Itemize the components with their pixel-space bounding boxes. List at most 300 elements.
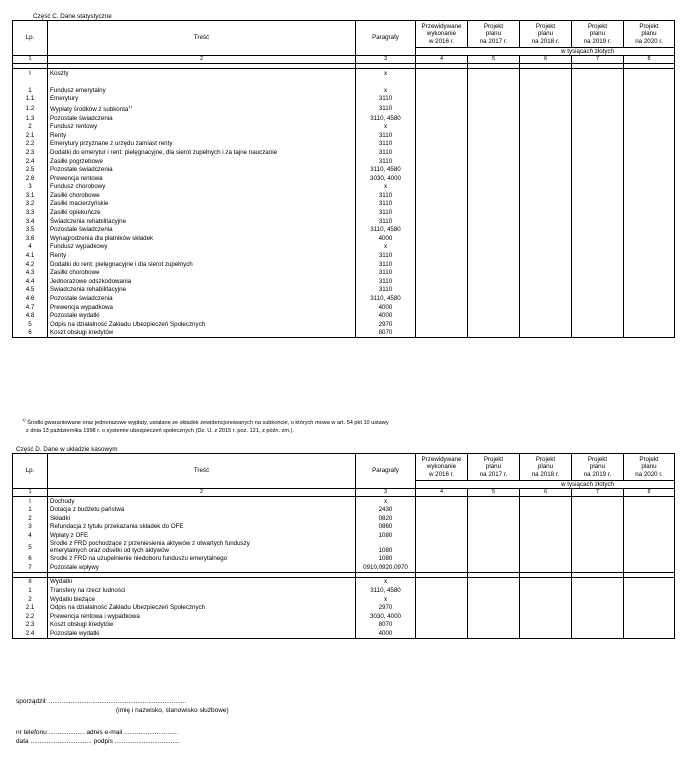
row-text-label: Zasiłki macierzyńskie <box>50 200 109 208</box>
header-p2019-line: Projekt <box>587 22 608 30</box>
column-number: 2 <box>48 489 356 497</box>
row-text-label: Dotacja z budżetu państwa <box>50 506 125 514</box>
table-row <box>13 277 675 286</box>
value-cell <box>416 595 468 604</box>
value-cell <box>624 531 675 540</box>
value-cell <box>520 277 572 286</box>
value-cell <box>520 86 572 95</box>
row-text <box>48 303 356 312</box>
row-lp: 3.3 <box>13 209 48 218</box>
value-cell <box>468 260 520 269</box>
value-cell <box>520 148 572 157</box>
column-number: 8 <box>624 489 675 497</box>
table-row <box>13 621 675 630</box>
value-cell <box>572 303 624 312</box>
value-cell <box>572 140 624 149</box>
table-row <box>13 103 675 114</box>
value-cell <box>624 103 675 114</box>
value-cell <box>468 78 520 87</box>
row-lp: 4 <box>13 531 48 540</box>
row-paragraf: 4000 <box>356 312 416 321</box>
table-row <box>13 563 675 572</box>
row-lp: 3.5 <box>13 226 48 235</box>
value-cell <box>520 183 572 192</box>
header-p2019-line: Projekt <box>587 455 608 463</box>
header-wyk-line: wykonanie <box>426 30 457 38</box>
value-cell <box>416 587 468 596</box>
value-cell <box>468 612 520 621</box>
row-text <box>48 140 356 149</box>
row-paragraf: 4000 <box>356 630 416 639</box>
value-cell <box>468 621 520 630</box>
row-paragraf: 3110, 4580 <box>356 114 416 123</box>
header-unit: w tysiącach złotych <box>416 481 675 489</box>
row-paragraf: 8070 <box>356 329 416 338</box>
row-lp: 2.4 <box>13 157 48 166</box>
prepared-by: sporządził: ............................................................................ <box>16 698 187 705</box>
row-text <box>48 69 356 78</box>
value-cell <box>520 243 572 252</box>
value-cell <box>572 243 624 252</box>
row-lp: 4.3 <box>13 269 48 278</box>
row-text-label: Refundacja z tytułu przekazania składek do OFE <box>50 523 184 531</box>
row-text-label: Pozostałe świadczenia <box>50 114 113 122</box>
row-text-label: Prewencja rentowa i wypadkowa <box>50 612 140 620</box>
value-cell <box>572 226 624 235</box>
value-cell <box>572 86 624 95</box>
row-text-label: Środki z FRD na uzupełnienie niedoboru funduszu emerytalnego <box>50 555 228 563</box>
header-paragrafy: Paragrafy <box>356 21 416 56</box>
column-number: 7 <box>572 56 624 64</box>
row-text-label: Odpis na działalność Zakładu Ubezpieczeń Społecznych <box>50 320 206 328</box>
value-cell <box>624 523 675 532</box>
value-cell <box>416 506 468 515</box>
row-lp: 7 <box>13 563 48 572</box>
value-cell <box>468 234 520 243</box>
header-p2018-line: Projekt <box>535 22 556 30</box>
row-text <box>48 114 356 123</box>
value-cell <box>572 166 624 175</box>
value-cell <box>624 95 675 104</box>
row-paragraf: 3110 <box>356 148 416 157</box>
value-cell <box>572 123 624 132</box>
row-lp: 3 <box>13 523 48 532</box>
row-paragraf: x <box>356 497 416 506</box>
header-lp: Lp. <box>13 454 48 489</box>
value-cell <box>624 217 675 226</box>
value-cell <box>416 312 468 321</box>
header-tresc: Treść <box>48 21 356 56</box>
header-p2020-line: Projekt <box>639 455 659 463</box>
value-cell <box>416 604 468 613</box>
row-paragraf: 3110 <box>356 286 416 295</box>
value-cell <box>520 540 572 555</box>
row-text <box>48 95 356 104</box>
value-cell <box>468 303 520 312</box>
header-p2017 <box>468 21 520 48</box>
value-cell <box>624 260 675 269</box>
row-text-label: Zasiłki pogrzebowe <box>50 157 103 165</box>
value-cell <box>416 103 468 114</box>
row-paragraf: 0910,0920,0970 <box>356 563 416 572</box>
value-cell <box>624 243 675 252</box>
value-cell <box>572 191 624 200</box>
value-cell <box>624 621 675 630</box>
row-paragraf <box>356 78 416 87</box>
value-cell <box>468 577 520 586</box>
row-text-label: Dodatki do emerytur i rent: pielęgnacyjne, dla sierot zupełnych i za tajne nauczanie <box>50 148 278 156</box>
header-p2017-line: planu <box>485 30 502 38</box>
row-paragraf: 4000 <box>356 234 416 243</box>
value-cell <box>520 191 572 200</box>
row-text-label: Pozostałe wydatki <box>50 630 100 638</box>
table-row <box>13 157 675 166</box>
value-cell <box>416 123 468 132</box>
row-paragraf: 0820 <box>356 514 416 523</box>
row-text <box>48 234 356 243</box>
row-paragraf: x <box>356 69 416 78</box>
row-lp: 2.3 <box>13 148 48 157</box>
row-text-label: Dochody <box>50 497 75 505</box>
table-row <box>13 252 675 261</box>
value-cell <box>624 577 675 586</box>
header-unit: w tysiącach złotych <box>416 48 675 56</box>
value-cell <box>520 78 572 87</box>
value-cell <box>520 114 572 123</box>
row-text <box>48 86 356 95</box>
header-p2017-line: na 2017 r. <box>479 37 508 45</box>
header-p2020-line: Projekt <box>639 22 659 30</box>
table-row <box>13 148 675 157</box>
value-cell <box>468 312 520 321</box>
row-text <box>48 157 356 166</box>
table-row <box>13 114 675 123</box>
table-row <box>13 523 675 532</box>
row-paragraf: x <box>356 123 416 132</box>
value-cell <box>416 277 468 286</box>
value-cell <box>416 200 468 209</box>
value-cell <box>468 286 520 295</box>
value-cell <box>416 131 468 140</box>
value-cell <box>624 234 675 243</box>
row-paragraf: 3110 <box>356 140 416 149</box>
value-cell <box>520 563 572 572</box>
row-text-label: Prewencja wypadkowa <box>50 303 113 311</box>
value-cell <box>468 114 520 123</box>
row-paragraf: 3110 <box>356 217 416 226</box>
row-lp: II <box>13 577 48 586</box>
row-paragraf: x <box>356 577 416 586</box>
row-text <box>48 531 356 540</box>
value-cell <box>624 563 675 572</box>
row-text-label: Zasiłki opiekuńcze <box>50 209 101 217</box>
table-row <box>13 312 675 321</box>
value-cell <box>468 295 520 304</box>
table-row <box>13 587 675 596</box>
value-cell <box>624 595 675 604</box>
column-number: 2 <box>48 56 356 64</box>
value-cell <box>416 630 468 639</box>
value-cell <box>520 621 572 630</box>
value-cell <box>624 191 675 200</box>
value-cell <box>416 157 468 166</box>
row-lp <box>13 78 48 87</box>
row-paragraf: 3110 <box>356 269 416 278</box>
row-lp: 2 <box>13 514 48 523</box>
value-cell <box>468 226 520 235</box>
value-cell <box>520 123 572 132</box>
row-lp: 3 <box>13 183 48 192</box>
row-lp: 2.3 <box>13 621 48 630</box>
row-text <box>48 166 356 175</box>
value-cell <box>624 320 675 329</box>
value-cell <box>416 531 468 540</box>
value-cell <box>416 183 468 192</box>
column-number: 8 <box>624 56 675 64</box>
value-cell <box>468 497 520 506</box>
header-wyk-line: Przewidywane <box>421 22 462 30</box>
row-text-label: Wydatki <box>50 578 72 586</box>
header-p2017-line: na 2017 r. <box>479 470 508 478</box>
row-text <box>48 612 356 621</box>
row-lp: 3.6 <box>13 234 48 243</box>
table-row <box>13 329 675 338</box>
value-cell <box>468 540 520 555</box>
value-cell <box>468 140 520 149</box>
row-paragraf: 3110, 4580 <box>356 587 416 596</box>
table-row <box>13 166 675 175</box>
value-cell <box>468 95 520 104</box>
row-text <box>48 78 356 87</box>
value-cell <box>624 312 675 321</box>
footnote-line-1: Środki gwarantowane oraz jednorazowe wypłaty, ustalane ze składek zewidencjonowanych na subkoncie, o których mowa w art. 54 pkt 10 ustawy <box>27 419 389 426</box>
value-cell <box>572 295 624 304</box>
value-cell <box>572 604 624 613</box>
value-cell <box>416 69 468 78</box>
row-lp: 5 <box>13 320 48 329</box>
value-cell <box>468 604 520 613</box>
value-cell <box>572 563 624 572</box>
value-cell <box>624 612 675 621</box>
table-row <box>13 95 675 104</box>
value-cell <box>520 140 572 149</box>
footnote-line-2: z dnia 13 października 1998 r. o systemie ubezpieczeń społecznych (Dz. U. z 2015 r. poz. 121, z późn. zm.). <box>26 427 295 434</box>
row-text-label: Składki <box>50 514 70 522</box>
value-cell <box>520 269 572 278</box>
value-cell <box>624 200 675 209</box>
row-lp: 1.2 <box>13 103 48 114</box>
row-text-label: Środki z FRD pochodzące z przeniesienia aktywów z otwartych funduszy <box>50 539 250 547</box>
header-p2020-line: planu <box>641 30 657 38</box>
row-lp: 1.3 <box>13 114 48 123</box>
row-lp: 4.8 <box>13 312 48 321</box>
row-text <box>48 131 356 140</box>
table-row <box>13 226 675 235</box>
value-cell <box>624 78 675 87</box>
value-cell <box>416 540 468 555</box>
header-wyk-line: Przewidywane <box>421 455 462 463</box>
value-cell <box>520 234 572 243</box>
row-text-label: Wynagrodzenia dla płatników składek <box>50 234 154 242</box>
value-cell <box>572 577 624 586</box>
row-text <box>48 277 356 286</box>
value-cell <box>624 157 675 166</box>
footnote <box>22 416 662 435</box>
value-cell <box>468 123 520 132</box>
column-number: 7 <box>572 489 624 497</box>
row-paragraf: x <box>356 86 416 95</box>
value-cell <box>572 69 624 78</box>
value-cell <box>468 277 520 286</box>
row-text <box>48 191 356 200</box>
value-cell <box>520 531 572 540</box>
table-row <box>13 286 675 295</box>
value-cell <box>468 183 520 192</box>
value-cell <box>520 555 572 564</box>
row-lp: 4.2 <box>13 260 48 269</box>
column-number: 5 <box>468 56 520 64</box>
table-row <box>13 183 675 192</box>
header-p2020 <box>624 21 675 48</box>
table-row <box>13 86 675 95</box>
value-cell <box>624 514 675 523</box>
row-lp: 3.2 <box>13 200 48 209</box>
value-cell <box>468 555 520 564</box>
row-paragraf: x <box>356 595 416 604</box>
header-p2020-line: planu <box>641 463 657 471</box>
value-cell <box>520 131 572 140</box>
value-cell <box>624 277 675 286</box>
value-cell <box>624 69 675 78</box>
table-row <box>13 497 675 506</box>
row-lp: 2.4 <box>13 630 48 639</box>
header-p2019-line: na 2019 r. <box>583 470 612 478</box>
value-cell <box>624 587 675 596</box>
row-text <box>48 148 356 157</box>
row-paragraf: 3030, 4000 <box>356 612 416 621</box>
row-lp: 6 <box>13 329 48 338</box>
row-text <box>48 269 356 278</box>
row-lp: 4.6 <box>13 295 48 304</box>
value-cell <box>468 252 520 261</box>
row-text <box>48 217 356 226</box>
header-p2019-line: planu <box>589 463 606 471</box>
row-paragraf: 3030, 4000 <box>356 174 416 183</box>
header-paragrafy: Paragrafy <box>356 454 416 489</box>
value-cell <box>416 497 468 506</box>
row-text <box>48 286 356 295</box>
header-wyk <box>416 21 468 48</box>
value-cell <box>520 174 572 183</box>
value-cell <box>572 209 624 218</box>
column-number: 4 <box>416 56 468 64</box>
value-cell <box>416 243 468 252</box>
value-cell <box>624 123 675 132</box>
row-text <box>48 103 356 114</box>
table-row <box>13 531 675 540</box>
row-text-label: Wypłaty środków z subkonta <box>50 106 129 114</box>
value-cell <box>468 200 520 209</box>
value-cell <box>624 329 675 338</box>
row-text-continuation: emerytalnych oraz odsetki od tych aktywów <box>50 547 169 555</box>
header-wyk <box>416 454 468 481</box>
header-lp: Lp. <box>13 21 48 56</box>
row-text-label: Fundusz emerytalny <box>50 86 106 94</box>
value-cell <box>468 174 520 183</box>
footnote-mark: 1) <box>22 417 26 422</box>
row-text <box>48 329 356 338</box>
row-paragraf: 3110 <box>356 260 416 269</box>
value-cell <box>520 577 572 586</box>
column-number: 3 <box>356 56 416 64</box>
row-lp: 2 <box>13 595 48 604</box>
row-text-label: Świadczenia rehabilitacyjne <box>50 217 127 225</box>
row-text-label: Wpłaty z OFE <box>50 531 89 539</box>
value-cell <box>520 260 572 269</box>
header-p2019-line: na 2019 r. <box>583 37 612 45</box>
table-row <box>13 295 675 304</box>
row-text <box>48 540 356 555</box>
table-row <box>13 506 675 515</box>
row-text-label: Dodatki do rent: pielęgnacyjne i dla sierot zupełnych <box>50 260 193 268</box>
row-text <box>48 320 356 329</box>
value-cell <box>520 103 572 114</box>
value-cell <box>572 523 624 532</box>
value-cell <box>416 320 468 329</box>
table-row <box>13 200 675 209</box>
value-cell <box>624 209 675 218</box>
value-cell <box>572 157 624 166</box>
value-cell <box>624 86 675 95</box>
value-cell <box>520 95 572 104</box>
prepared-by-caption: (imię i nazwisko, stanowisko służbowe) <box>116 707 229 714</box>
row-lp: 3.1 <box>13 191 48 200</box>
row-text-label: Emerytury przyznane z urzędu zamiast renty <box>50 140 173 148</box>
row-text-label: Pozostałe wpływy <box>50 563 99 571</box>
row-text-label: Pozostałe świadczenia <box>50 166 113 174</box>
part-c-title: Część C. Dane statystyczne <box>33 13 112 20</box>
header-tresc: Treść <box>48 454 356 489</box>
row-text <box>48 209 356 218</box>
row-paragraf: 3110 <box>356 131 416 140</box>
value-cell <box>468 69 520 78</box>
row-paragraf: 3110 <box>356 103 416 114</box>
row-paragraf: 2970 <box>356 604 416 613</box>
row-text <box>48 514 356 523</box>
row-lp: I <box>13 69 48 78</box>
row-text <box>48 497 356 506</box>
row-paragraf: 3110 <box>356 191 416 200</box>
value-cell <box>572 183 624 192</box>
row-text <box>48 123 356 132</box>
value-cell <box>520 166 572 175</box>
value-cell <box>468 514 520 523</box>
column-number: 4 <box>416 489 468 497</box>
value-cell <box>416 95 468 104</box>
table-row <box>13 320 675 329</box>
row-lp: 2.2 <box>13 140 48 149</box>
value-cell <box>624 295 675 304</box>
row-paragraf: 3110 <box>356 95 416 104</box>
value-cell <box>416 269 468 278</box>
value-cell <box>624 140 675 149</box>
part-d-title: Część D. Dane w układzie kasowym <box>16 446 118 453</box>
value-cell <box>416 78 468 87</box>
table-row <box>13 191 675 200</box>
value-cell <box>520 329 572 338</box>
value-cell <box>572 114 624 123</box>
value-cell <box>624 183 675 192</box>
